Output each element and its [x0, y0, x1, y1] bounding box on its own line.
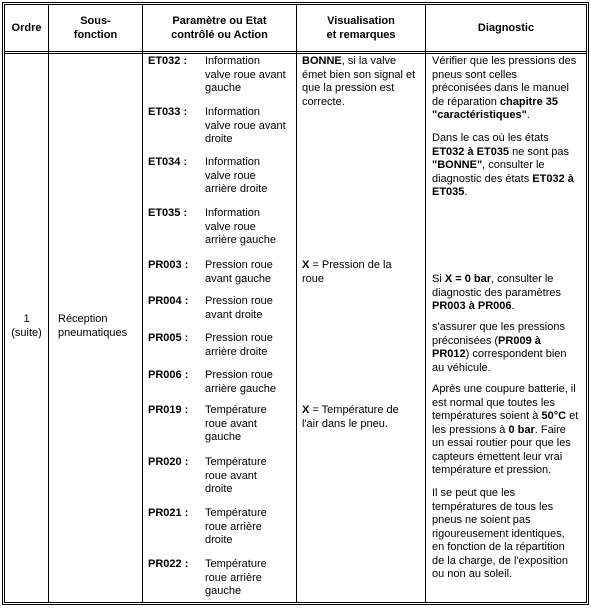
diagnostic-table: [2, 2, 589, 605]
diagnostic-paragraph-text: préconisées (: [432, 334, 499, 347]
parameter-label-line: Pression roue: [205, 259, 273, 271]
diagnostic-paragraph-text: de la charge, de l'exposition: [432, 554, 569, 567]
parameter-label-line: Température: [205, 558, 267, 570]
parameter-label-line: roue avant: [205, 417, 257, 430]
header-separator: [5, 51, 586, 54]
visualisation-remark-text: émet bien son signal et: [302, 68, 416, 81]
diagnostic-paragraph-line: [432, 273, 561, 287]
diagnostic-paragraph-line: [432, 410, 578, 424]
visualisation-remark-line: [302, 96, 415, 110]
parameter-label-line: arrière gauche: [205, 234, 276, 246]
parameter-label: [205, 332, 273, 359]
diagnostic-paragraph-bold-text: 0 bar: [508, 423, 535, 436]
diagnostic-paragraph-line: [432, 514, 568, 528]
visualisation-remark-line: [302, 82, 415, 96]
parameter-label-line: droite: [205, 483, 233, 495]
diagnostic-paragraph-text: températures de tous les: [432, 500, 554, 513]
diagnostic-paragraph: [432, 487, 568, 582]
column-divider: [48, 5, 49, 602]
row-ordre-number: 1: [23, 313, 30, 325]
diagnostic-paragraph-line: [432, 69, 576, 83]
parameter-label-line: droite: [205, 133, 233, 145]
row-ordre: [5, 313, 48, 340]
visualisation-remark-text: = Température de: [309, 404, 399, 416]
header-parametre: [143, 5, 296, 51]
visualisation-remark-text: que la pression est: [302, 82, 395, 94]
diagnostic-paragraph-text: pneus sont celles: [432, 68, 517, 81]
diagnostic-paragraph-bold-text: "caractéristiques": [432, 109, 527, 121]
diagnostic-paragraph-line: [432, 528, 568, 542]
diagnostic-paragraph-text: températures soient à: [432, 410, 542, 422]
diagnostic-paragraph-line: [432, 146, 574, 160]
diagnostic-paragraph-text: ou non au soleil.: [432, 568, 513, 580]
visualisation-remark: [302, 404, 399, 431]
parameter-label: [205, 558, 267, 599]
diagnostic-paragraph-line: [432, 541, 568, 555]
diagnostic-paragraph: [432, 321, 567, 375]
header-ordre-text: Ordre: [11, 21, 42, 34]
header-sous-fonction: [49, 5, 142, 51]
visualisation-remark-line: [302, 55, 415, 69]
parameter-label: [205, 456, 267, 497]
parameter-label: [205, 207, 276, 248]
header-diagnostic-text: Diagnostic: [477, 21, 535, 34]
header-parametre-line: Paramètre ou Etat: [172, 14, 267, 27]
row-sous-fonction-line: Réception: [58, 313, 108, 325]
parameter-label-line: gauche: [205, 585, 242, 597]
diagnostic-paragraph-bold-text: PR012: [432, 348, 466, 360]
diagnostic-paragraph-text: un essai routier pour que les: [432, 437, 571, 449]
visualisation-remark-line: [302, 69, 415, 83]
diagnostic-paragraph-line: [432, 568, 568, 582]
diagnostic-paragraph-text: ne sont pas: [509, 145, 569, 158]
visualisation-remark-text: l'air dans le pneu.: [302, 417, 388, 430]
parameter-label-line: avant gauche: [205, 272, 272, 285]
diagnostic-paragraph-text: est normal que toutes les: [432, 396, 555, 409]
parameter-label-line: gauche: [205, 82, 242, 94]
parameter-code: PR004 :: [148, 295, 189, 307]
diagnostic-paragraph-text: Si: [432, 273, 445, 285]
diagnostic-paragraph-line: [432, 348, 567, 362]
diagnostic-paragraph-text: s'assurer que les pressions: [432, 321, 565, 333]
diagnostic-paragraph-line: [432, 82, 576, 96]
diagnostic-paragraph: [432, 383, 578, 478]
diagnostic-paragraph: [432, 132, 574, 200]
parameter-code: ET034 :: [148, 156, 188, 168]
visualisation-remark-bold-text: BONNE: [302, 55, 342, 67]
parameter-label-line: valve roue avant: [205, 68, 286, 81]
diagnostic-paragraph: [432, 55, 576, 123]
diagnostic-paragraph-line: [432, 464, 578, 478]
parameter-code: PR020 :: [148, 456, 189, 468]
diagnostic-paragraph-line: [432, 424, 578, 438]
diagnostic-paragraph-text: au véhicule.: [432, 361, 491, 374]
diagnostic-paragraph-line: [432, 55, 576, 69]
diagnostic-paragraph-bold-text: PR003 à PR006: [432, 300, 512, 312]
diagnostic-paragraph-line: [432, 437, 578, 451]
visualisation-remark-text: roue: [302, 272, 325, 285]
diagnostic-paragraph-line: [432, 555, 568, 569]
diagnostic-paragraph-text: , consulter le: [482, 159, 545, 171]
diagnostic-paragraph-text: pneus ne soient pas: [432, 514, 531, 526]
parameter-label-line: Information: [205, 55, 261, 67]
diagnostic-paragraph-bold-text: PR009 à: [498, 334, 541, 347]
row-sous-fonction-line: pneumatiques: [58, 326, 128, 339]
parameter-label-line: valve roue avant: [205, 119, 286, 132]
parameter-label-line: Température: [205, 404, 267, 416]
diagnostic-paragraph-text: Vérifier que les pressions des: [432, 55, 577, 67]
diagnostic-paragraph-text: les pressions à: [432, 423, 509, 436]
diagnostic-paragraph-text: Il se peut que les: [432, 487, 516, 499]
parameter-label-line: arrière droite: [205, 345, 268, 358]
diagnostic-paragraph-bold-text: "BONNE": [432, 159, 483, 171]
parameter-code: ET033 :: [148, 106, 188, 118]
diagnostic-paragraph-bold-text: ET035: [432, 186, 465, 198]
visualisation-remark-bold-text: X: [302, 259, 310, 271]
diagnostic-paragraph-text: rigoureusement identiques,: [432, 527, 565, 540]
visualisation-remark-text: , si la valve: [341, 55, 397, 67]
parameter-code: PR006 :: [148, 369, 189, 381]
diagnostic-paragraph-line: [432, 109, 576, 123]
diagnostic-paragraph-line: [432, 321, 567, 335]
parameter-label-line: Pression roue: [205, 295, 273, 307]
diagnostic-paragraph-text: diagnostic des paramètres: [432, 286, 562, 299]
parameter-label-line: Pression roue: [205, 332, 273, 344]
visualisation-remark: [302, 259, 392, 286]
diagnostic-paragraph-bold-text: ET032 à: [532, 172, 574, 185]
parameter-code: ET035 :: [148, 207, 188, 219]
diagnostic-paragraph-line: [432, 132, 574, 146]
parameter-label: [205, 106, 286, 147]
diagnostic-paragraph-line: [432, 362, 567, 376]
parameter-label: [205, 369, 276, 396]
diagnostic-paragraph-text: Dans le cas où les états: [432, 132, 549, 144]
diagnostic-paragraph-text: ) correspondent bien: [465, 348, 567, 360]
header-visualisation-line: et remarques: [326, 29, 396, 41]
visualisation-remark: [302, 55, 415, 109]
diagnostic-paragraph: [432, 273, 561, 314]
column-divider: [425, 5, 426, 602]
diagnostic-paragraph-line: [432, 300, 561, 314]
parameter-label-line: Pression roue: [205, 369, 273, 381]
diagnostic-paragraph-text: diagnostic des états: [432, 172, 533, 185]
diagnostic-paragraph-text: , consulter le: [491, 273, 554, 285]
parameter-label-line: valve roue: [205, 220, 256, 233]
diagnostic-paragraph-bold-text: chapitre 35: [499, 95, 558, 108]
parameter-code: ET032 :: [148, 55, 188, 67]
visualisation-remark-text: correcte.: [302, 95, 345, 108]
column-divider: [296, 5, 297, 602]
diagnostic-paragraph-line: [432, 451, 578, 465]
parameter-label: [205, 156, 267, 197]
parameter-label-line: roue arrière: [205, 571, 262, 584]
parameter-label-line: avant droite: [205, 308, 263, 321]
header-visualisation: [297, 5, 425, 51]
diagnostic-paragraph-line: [432, 335, 567, 349]
row-sous-fonction: [58, 313, 127, 340]
diagnostic-paragraph-line: [432, 501, 568, 515]
parameter-label: [205, 507, 267, 548]
diagnostic-paragraph-bold-text: X = 0 bar: [444, 273, 492, 285]
parameter-label-line: roue avant: [205, 469, 257, 482]
diagnostic-paragraph-text: .: [464, 186, 468, 198]
parameter-label-line: arrière droite: [205, 183, 268, 195]
diagnostic-paragraph-line: [432, 397, 578, 411]
diagnostic-paragraph-text: préconisées dans le manuel: [432, 82, 569, 94]
header-ordre: [5, 5, 48, 51]
diagnostic-paragraph-text: en fonction de la répartition: [432, 541, 565, 553]
row-ordre-suite: (suite): [11, 326, 42, 339]
visualisation-remark-bold-text: X: [302, 404, 310, 416]
diagnostic-paragraph-line: [432, 287, 561, 301]
parameter-label: [205, 295, 273, 322]
header-diagnostic: [426, 5, 586, 51]
diagnostic-paragraph-line: [432, 186, 574, 200]
visualisation-remark-line: [302, 273, 392, 287]
diagnostic-paragraph-text: .: [511, 300, 515, 312]
parameter-label: [205, 259, 273, 286]
header-sous-fonction-line: Sous-: [80, 14, 111, 27]
diagnostic-paragraph-bold-text: ET032 à ET035: [432, 145, 510, 158]
parameter-code: PR021 :: [148, 507, 189, 519]
visualisation-remark-line: [302, 418, 399, 432]
parameter-code: PR022 :: [148, 558, 189, 570]
column-divider: [142, 5, 143, 602]
visualisation-remark-text: = Pression de la: [309, 259, 392, 271]
parameter-label-line: Température: [205, 456, 267, 468]
diagnostic-paragraph-line: [432, 487, 568, 501]
parameter-code: PR003 :: [148, 259, 189, 271]
visualisation-remark-line: [302, 404, 399, 418]
parameter-label-line: gauche: [205, 431, 242, 443]
diagnostic-paragraph-text: Après une coupure batterie, il: [432, 383, 576, 395]
parameter-label-line: roue arrière: [205, 520, 262, 533]
parameter-code: PR019 :: [148, 404, 189, 416]
diagnostic-paragraph-bold-text: 50°C: [541, 410, 567, 422]
parameter-label-line: Information: [205, 106, 261, 118]
parameter-label: [205, 55, 286, 96]
header-parametre-line: contrôlé ou Action: [171, 29, 268, 41]
diagnostic-paragraph-line: [432, 173, 574, 187]
diagnostic-paragraph-line: [432, 159, 574, 173]
parameter-label-line: valve roue: [205, 169, 256, 182]
diagnostic-paragraph-line: [432, 383, 578, 397]
parameter-code: PR005 :: [148, 332, 189, 344]
header-visualisation-line: Visualisation: [327, 14, 395, 27]
parameter-label-line: Information: [205, 156, 261, 168]
diagnostic-paragraph-text: température et pression.: [432, 464, 552, 476]
parameter-label-line: Information: [205, 207, 261, 219]
parameter-label-line: droite: [205, 534, 233, 546]
parameter-label: [205, 404, 267, 445]
header-sous-fonction-line: fonction: [73, 29, 118, 41]
diagnostic-paragraph-text: . Faire: [534, 423, 566, 436]
parameter-label-line: Température: [205, 507, 267, 519]
diagnostic-paragraph-text: de réparation: [432, 95, 500, 108]
visualisation-remark-line: [302, 259, 392, 273]
diagnostic-paragraph-text: capteurs émettent leur vrai: [432, 450, 563, 463]
diagnostic-paragraph-line: [432, 96, 576, 110]
diagnostic-paragraph-text: .: [526, 109, 530, 121]
parameter-label-line: arrière gauche: [205, 382, 276, 395]
diagnostic-paragraph-text: et: [566, 410, 579, 422]
